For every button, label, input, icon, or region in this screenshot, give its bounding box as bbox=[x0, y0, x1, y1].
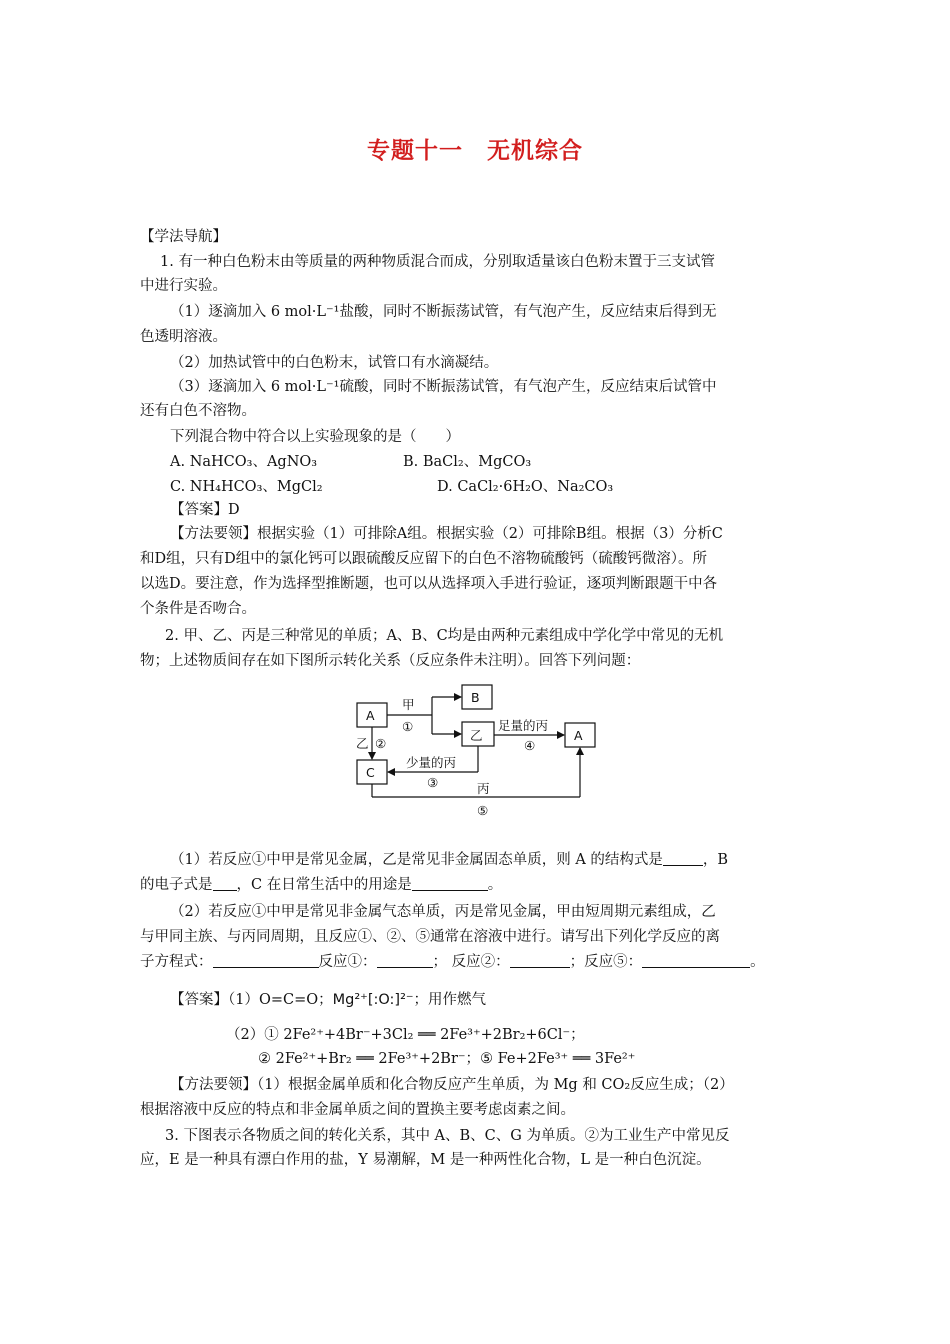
conversion-diagram bbox=[352, 680, 612, 830]
diagram-label-box-b: B bbox=[471, 690, 480, 705]
diagram-label-excess: 足量的丙 bbox=[498, 718, 549, 733]
q2-part1-text-b: ，B bbox=[702, 852, 729, 868]
answer-blank-equation-intro[interactable] bbox=[213, 953, 319, 968]
q1-options-row2 bbox=[170, 477, 870, 497]
q2-part1-line2 bbox=[140, 875, 502, 895]
q2-stem-line2: 物；上述物质间存在如下图所示转化关系（反应条件未注明）。回答下列问题： bbox=[140, 653, 641, 669]
answer-blank-a-structure[interactable] bbox=[663, 851, 703, 866]
q2-answer2-line2: ② 2Fe²⁺+Br₂ ══ 2Fe³⁺+2Br⁻；⑤ Fe+2Fe³⁺ ══ 3Fe²⁺ bbox=[258, 1051, 636, 1067]
q2-method-line1: 【方法要领】（1）根据金属单质和化合物反应产生单质，为 Mg 和 CO₂反应生成；（2） bbox=[170, 1077, 734, 1093]
q2-part2-text-c: ； 反应②： bbox=[432, 954, 510, 970]
diagram-label-box-a: A bbox=[366, 708, 375, 723]
q2-part1-line1 bbox=[170, 850, 728, 870]
q1-options-row1 bbox=[170, 452, 870, 472]
section-header: 【学法导航】 bbox=[140, 229, 227, 245]
q2-answer-use: ；用作燃气 bbox=[413, 992, 487, 1008]
q1-stem-line2: 中进行实验。 bbox=[140, 278, 227, 294]
q1-method-line4: 个条件是否吻合。 bbox=[140, 601, 256, 617]
diagram-label-yi-arrow: 乙 bbox=[356, 736, 369, 751]
q1-exp3-line2: 还有白色不溶物。 bbox=[140, 403, 256, 419]
diagram-label-box-yi: 乙 bbox=[470, 728, 483, 743]
diagram-label-5: ⑤ bbox=[477, 803, 489, 818]
q2-stem-line1: 2. 甲、乙、丙是三种常见的单质；A、B、C均是由两种元素组成中学化学中常见的无机 bbox=[165, 628, 724, 644]
answer-blank-reaction-5[interactable] bbox=[642, 953, 750, 968]
q2-part1-text-e: 。 bbox=[487, 877, 503, 893]
title-part1: 专题十一 bbox=[367, 138, 463, 164]
q1-method-line2: 和D组，只有D组中的氯化钙可以跟硫酸反应留下的白色不溶物硫酸钙（硫酸钙微溶）。所 bbox=[140, 551, 707, 567]
diagram-label-box-c: C bbox=[366, 765, 375, 780]
q3-stem-line2: 应，E 是一种具有漂白作用的盐，Y 易潮解，M 是一种两性化合物，L 是一种白色沉淀。 bbox=[140, 1152, 711, 1168]
title-part2: 无机综合 bbox=[487, 138, 583, 164]
q2-method-line2: 根据溶液中反应的特点和非金属单质之间的置换主要考虑卤素之间。 bbox=[140, 1102, 575, 1118]
page-title bbox=[0, 132, 950, 165]
q2-answer-label: 【答案】（1）O=C=O； bbox=[170, 992, 333, 1008]
q1-exp1-line1: （1）逐滴加入 6 mol·L⁻¹盐酸，同时不断振荡试管，有气泡产生，反应结束后得到无 bbox=[170, 304, 717, 320]
diagram-label-box-a2: A bbox=[574, 728, 583, 743]
q1-option-c: C. NH₄HCO₃、MgCl₂ bbox=[170, 479, 323, 495]
q2-part1-text-c: 的电子式是 bbox=[140, 877, 213, 893]
q2-answer-line1 bbox=[170, 990, 486, 1010]
q2-answer2-line1: （2）① 2Fe²⁺+4Br⁻+3Cl₂ ══ 2Fe³⁺+2Br₂+6Cl⁻； bbox=[226, 1027, 585, 1043]
diagram-label-2: ② bbox=[375, 736, 387, 751]
q2-part2-line3 bbox=[140, 952, 765, 972]
q2-part2-text-d: ；反应⑤： bbox=[569, 954, 643, 970]
diagram-label-1: ① bbox=[402, 719, 414, 734]
q2-part2-text-e: 。 bbox=[750, 954, 765, 970]
q2-part2-text-a: 子方程式： bbox=[140, 954, 213, 970]
answer-blank-reaction-1[interactable] bbox=[377, 953, 433, 968]
q1-exp3-line1: （3）逐滴加入 6 mol·L⁻¹硫酸，同时不断振荡试管，有气泡产生，反应结束后试管中 bbox=[170, 379, 717, 395]
q1-exp2: （2）加热试管中的白色粉末，试管口有水滴凝结。 bbox=[170, 355, 499, 371]
q1-question: 下列混合物中符合以上实验现象的是（ ） bbox=[170, 429, 460, 445]
answer-blank-c-use[interactable] bbox=[412, 876, 488, 891]
q1-method-line3: 以选D。要注意，作为选择型推断题，也可以从选择项入手进行验证，逐项判断跟题干中各 bbox=[140, 576, 718, 592]
diagram-label-3: ③ bbox=[427, 775, 439, 790]
q2-part2-line2: 与甲同主族、与丙同周期，且反应①、②、⑤通常在溶液中进行。请写出下列化学反应的离 bbox=[140, 929, 720, 945]
q2-answer-electron-formula: Mg²⁺[:O:]²⁻ bbox=[332, 992, 414, 1008]
diagram-label-4: ④ bbox=[524, 738, 536, 753]
q3-stem-line1: 3. 下图表示各物质之间的转化关系，其中 A、B、C、G 为单质。②为工业生产中常见反 bbox=[165, 1128, 730, 1144]
answer-blank-b-electron[interactable] bbox=[213, 876, 237, 891]
diagram-label-little: 少量的丙 bbox=[406, 755, 457, 770]
q1-exp1-line2: 色透明溶液。 bbox=[140, 329, 227, 345]
diagram-label-jia: 甲 bbox=[402, 697, 415, 712]
q2-part1-text-d: ，C 在日常生活中的用途是 bbox=[236, 877, 412, 893]
q1-stem-line1: 1. 有一种白色粉末由等质量的两种物质混合而成，分别取适量该白色粉末置于三支试管 bbox=[160, 254, 715, 270]
q1-option-a: A. NaHCO₃、AgNO₃ bbox=[170, 454, 318, 470]
q1-answer: 【答案】D bbox=[170, 502, 240, 518]
q2-part2-line1: （2）若反应①中甲是常见非金属气态单质，丙是常见金属，甲由短周期元素组成，乙 bbox=[170, 904, 716, 920]
q2-part2-text-b: 反应①： bbox=[318, 954, 377, 970]
q1-option-b: B. BaCl₂、MgCO₃ bbox=[403, 454, 532, 470]
q1-method-line1: 【方法要领】根据实验（1）可排除A组。根据实验（2）可排除B组。根据（3）分析C bbox=[170, 526, 723, 542]
q1-option-d: D. CaCl₂·6H₂O、Na₂CO₃ bbox=[437, 479, 614, 495]
diagram-label-bing: 丙 bbox=[477, 781, 490, 796]
q2-part1-text-a: （1）若反应①中甲是常见金属，乙是常见非金属固态单质，则 A 的结构式是 bbox=[170, 852, 663, 868]
answer-blank-reaction-2[interactable] bbox=[510, 953, 570, 968]
